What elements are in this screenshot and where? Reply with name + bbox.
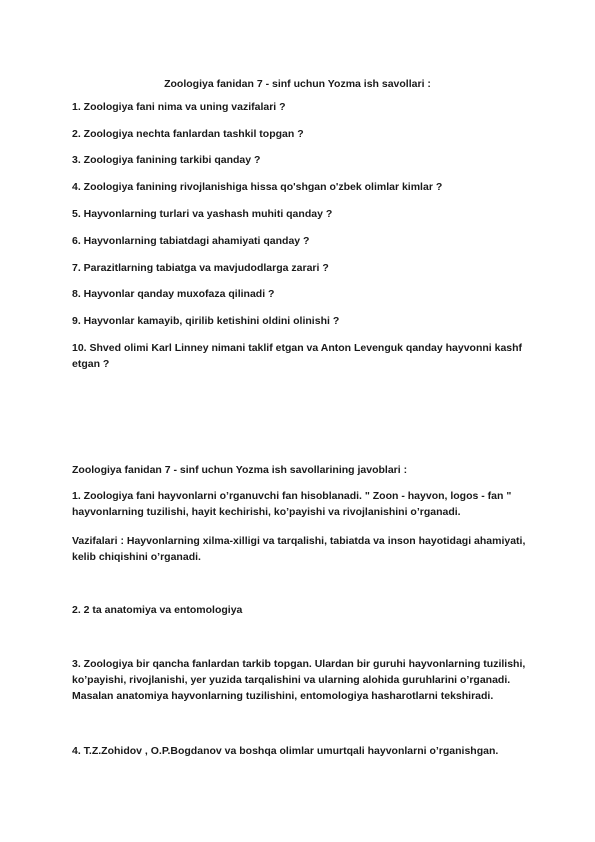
- question-item: 7. Parazitlarning tabiatga va mavjudodlarga zarari ?: [72, 262, 329, 274]
- question-item: 10. Shved olimi Karl Linney nimani taklif etgan va Anton Levenguk qanday hayvonni kashf etgan ?: [72, 342, 523, 370]
- question-item: 9. Hayvonlar kamayib, qirilib ketishini oldini olinishi ?: [72, 315, 340, 327]
- answers-title: Zoologiya fanidan 7 - sinf uchun Yozma ish savollarining javoblari :: [72, 464, 408, 476]
- question-item: 1. Zoologiya fani nima va uning vazifalari ?: [72, 101, 286, 113]
- question-item: 6. Hayvonlarning tabiatdagi ahamiyati qanday ?: [72, 235, 310, 247]
- question-item: 3. Zoologiya fanining tarkibi qanday ?: [72, 154, 261, 166]
- answer-item: 2. 2 ta anatomiya va entomologiya: [72, 604, 243, 616]
- answer-item: Vazifalari : Hayvonlarning xilma-xilligi va tarqalishi, tabiatda va inson hayotidagi ahamiyati, kelib chiqishini o’rganadi.: [72, 535, 526, 563]
- answer-item: 4. T.Z.Zohidov , O.P.Bogdanov va boshqa olimlar umurtqali hayvonlarni o’rganishgan.: [72, 745, 499, 757]
- question-item: 2. Zoologiya nechta fanlardan tashkil topgan ?: [72, 128, 304, 140]
- questions-title: Zoologiya fanidan 7 - sinf uchun Yozma ish savollari :: [164, 78, 431, 90]
- question-item: 8. Hayvonlar qanday muxofaza qilinadi ?: [72, 288, 275, 300]
- question-item: 5. Hayvonlarning turlari va yashash muhiti qanday ?: [72, 208, 333, 220]
- question-item: 4. Zoologiya fanining rivojlanishiga hissa qo'shgan o'zbek olimlar kimlar ?: [72, 181, 443, 193]
- answer-item: 1. Zoologiya fani hayvonlarni o’rganuvchi fan hisoblanadi. " Zoon - hayvon, logos - fan " hayvonlarning tuzilishi, hayit kechirishi, ko’payishi va rivojlanishini o’rganadi.: [72, 490, 512, 518]
- answer-item: 3. Zoologiya bir qancha fanlardan tarkib topgan. Ulardan bir guruhi hayvonlarning tuzilishi, ko’payishi, rivojlanishi, yer yuzida tarqalishini va ularning alohida guruhlarini o’rganadi. Masalan anatomiya hayvonlarning tuzilishini, entomologiya hasharotlarni tekshiradi.: [72, 658, 526, 702]
